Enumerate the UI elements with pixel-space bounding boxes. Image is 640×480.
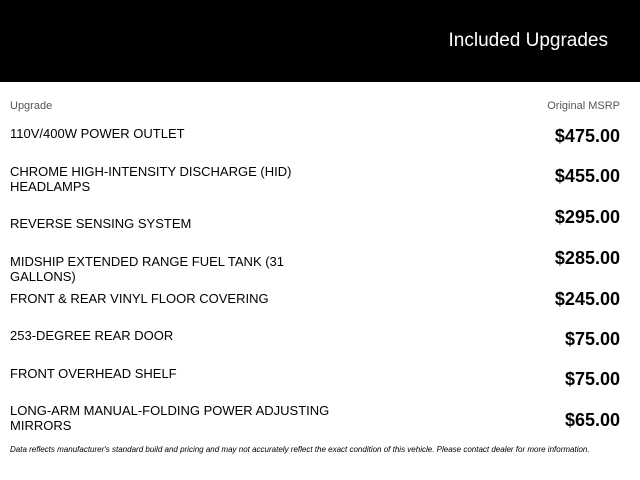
upgrade-name: LONG-ARM MANUAL-FOLDING POWER ADJUSTING MIRRORS <box>10 403 330 433</box>
upgrade-name: FRONT OVERHEAD SHELF <box>10 366 177 381</box>
upgrade-name: 253-DEGREE REAR DOOR <box>10 328 174 343</box>
header-banner <box>0 0 640 82</box>
upgrade-price: $455.00 <box>554 166 620 186</box>
upgrade-price: $285.00 <box>554 248 620 268</box>
disclaimer-text: Data reflects manufacturer's standard build and pricing and may not accurately reflect the exact condition of this vehicle. Please contact dealer for more information. <box>10 445 590 454</box>
upgrade-name: CHROME HIGH-INTENSITY DISCHARGE (HID) HEADLAMPS <box>10 164 292 194</box>
upgrade-name: REVERSE SENSING SYSTEM <box>10 216 192 231</box>
page-title: Included Upgrades <box>448 30 608 51</box>
upgrade-column-header: Upgrade <box>10 100 53 112</box>
upgrade-price: $475.00 <box>554 126 620 146</box>
upgrade-price: $75.00 <box>564 369 620 389</box>
upgrade-name: 110V/400W POWER OUTLET <box>10 126 185 141</box>
upgrade-price: $245.00 <box>554 289 620 309</box>
upgrade-name: MIDSHIP EXTENDED RANGE FUEL TANK (31 GALLONS) <box>10 254 285 284</box>
upgrade-name: FRONT & REAR VINYL FLOOR COVERING <box>10 291 269 306</box>
upgrade-price: $75.00 <box>564 329 620 349</box>
upgrade-price: $65.00 <box>564 410 620 430</box>
upgrade-price: $295.00 <box>554 207 620 227</box>
msrp-column-header: Original MSRP <box>547 100 620 112</box>
